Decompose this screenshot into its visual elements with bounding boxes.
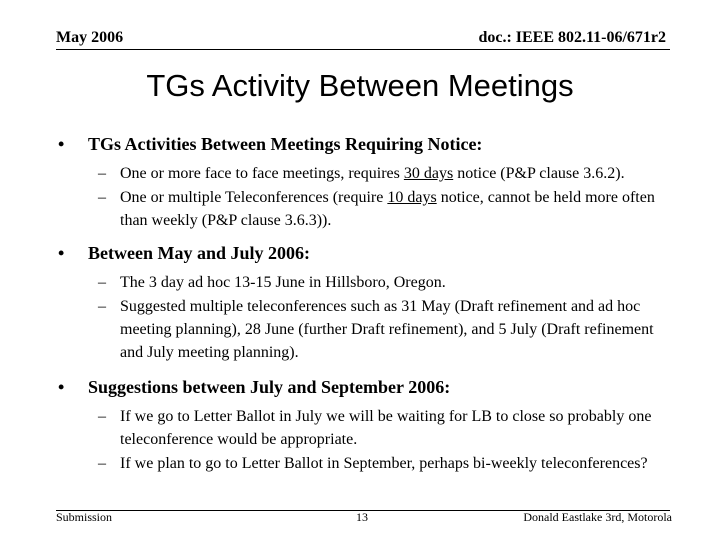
footer-page-number: 13	[356, 510, 368, 524]
sub-item	[58, 271, 668, 294]
header-doc-id: doc.: IEEE 802.11-06/671r2	[478, 29, 666, 46]
bullet-mark: •	[58, 377, 65, 397]
dash-mark: –	[98, 408, 106, 425]
header-rule	[56, 49, 670, 50]
dash-mark: –	[98, 274, 106, 291]
slide-title: TGs Activity Between Meetings	[146, 68, 574, 103]
sub-item	[58, 162, 668, 185]
sub-text: If we go to Letter Ballot in July we will be waiting for LB to close so probably one teleconference would be appropriate.	[120, 408, 652, 448]
sub-text: The 3 day ad hoc 13-15 June in Hillsboro, Oregon.	[120, 274, 446, 291]
footer-author: Donald Eastlake 3rd, Motorola	[523, 510, 672, 524]
sub-text-pre: One or multiple Teleconferences (require	[120, 189, 388, 206]
slide-body	[58, 132, 668, 476]
bullet-text: TGs Activities Between Meetings Requiring Notice:	[88, 134, 483, 154]
bullet-notice	[58, 132, 668, 156]
sub-item	[58, 405, 668, 451]
dash-mark: –	[98, 298, 106, 315]
sub-item	[58, 186, 668, 232]
bullet-text: Between May and July 2006:	[88, 243, 310, 263]
sub-text-post: notice (P&P clause 3.6.2).	[453, 165, 625, 182]
sub-text: Suggested multiple teleconferences such as 31 May (Draft refinement and ad hoc meeting planning), 28 June (further Draft refinement), and 5 July (Draft refinement and July meeting planning).	[120, 298, 654, 361]
sub-text-post: notice, cannot be held more often than weekly (P&P clause 3.6.3)).	[120, 189, 655, 229]
header-date: May 2006	[56, 29, 124, 46]
bullet-text: Suggestions between July and September 2006:	[88, 377, 451, 397]
bullet-mark: •	[58, 134, 65, 154]
bullet-may-july	[58, 241, 668, 265]
sub-item	[58, 452, 668, 475]
bullet-july-september	[58, 375, 668, 399]
sub-item	[58, 295, 668, 364]
sub-text-pre: One or more face to face meetings, requires	[120, 165, 404, 182]
bullet-mark: •	[58, 243, 65, 263]
dash-mark: –	[98, 189, 106, 206]
sub-text-underlined: 10 days	[387, 189, 437, 206]
footer-submission: Submission	[56, 510, 113, 524]
dash-mark: –	[98, 455, 106, 472]
sub-text: If we plan to go to Letter Ballot in September, perhaps bi-weekly teleconferences?	[120, 455, 648, 472]
dash-mark: –	[98, 165, 106, 182]
sub-text-underlined: 30 days	[403, 165, 454, 182]
